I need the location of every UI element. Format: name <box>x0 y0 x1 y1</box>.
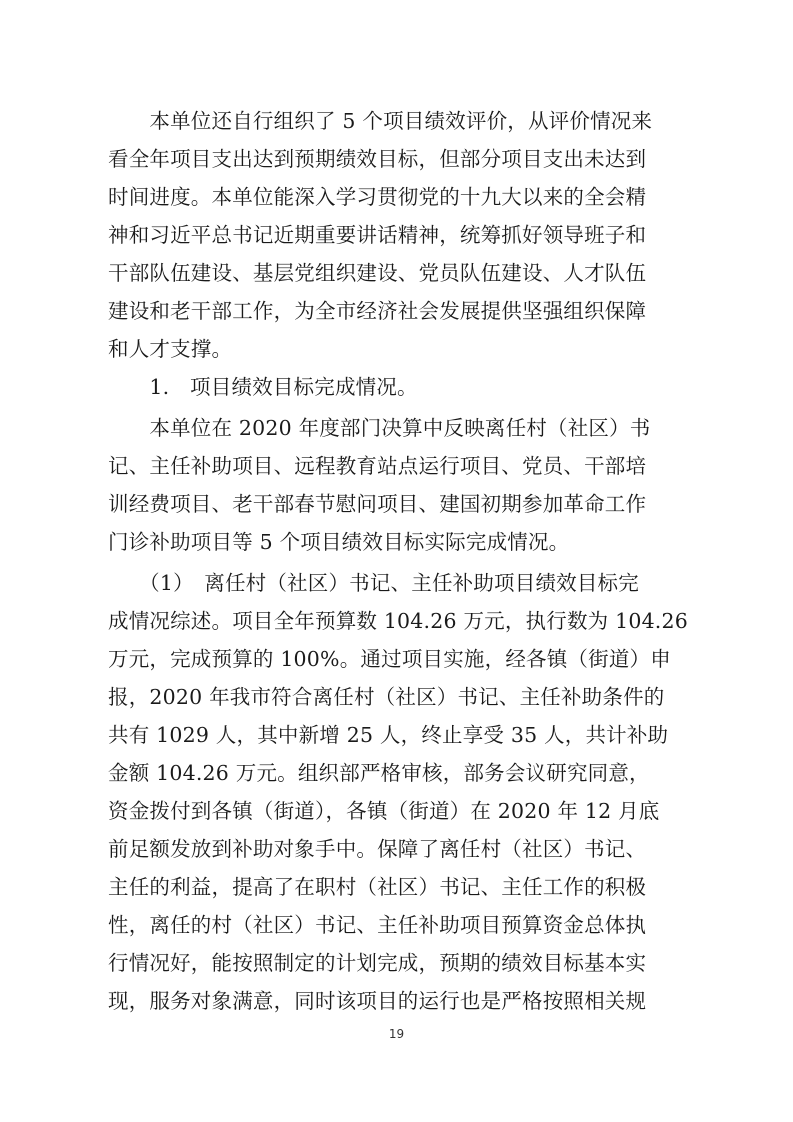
text-line: 本单位在 2020 年度部门决算中反映离任村（社区）书 <box>108 416 651 440</box>
text-line: 和人才支撑。 <box>108 337 233 361</box>
text-line: 神和习近平总书记近期重要讲话精神，统筹抓好领导班子和 <box>108 223 647 247</box>
text-line: 看全年项目支出达到预期绩效目标，但部分项目支出未达到 <box>108 147 647 171</box>
text-line: 本单位还自行组织了 5 个项目绩效评价，从评价情况来 <box>108 109 653 133</box>
text-line: 万元，完成预算的 100%。通过项目实施，经各镇（街道）申 <box>108 647 671 671</box>
text-line: 资金拨付到各镇（街道），各镇（街道）在 2020 年 12 月底 <box>108 799 660 823</box>
text-line: 前足额发放到补助对象手中。保障了离任村（社区）书记、 <box>108 837 647 861</box>
text-line: 记、主任补助项目、远程教育站点运行项目、党员、干部培 <box>108 454 647 478</box>
text-line: 成情况综述。项目全年预算数 104.26 万元，执行数为 104.26 <box>108 609 688 633</box>
text-line: 报，2020 年我市符合离任村（社区）书记、主任补助条件的 <box>108 685 665 709</box>
text-line: 现，服务对象满意，同时该项目的运行也是严格按照相关规 <box>108 989 647 1013</box>
text-line: 主任的利益，提高了在职村（社区）书记、主任工作的积极 <box>108 875 647 899</box>
page-number: 19 <box>388 1027 405 1041</box>
text-line: 时间进度。本单位能深入学习贯彻党的十九大以来的全会精 <box>108 185 647 209</box>
text-line: 训经费项目、老干部春节慰问项目、建国初期参加革命工作 <box>108 492 647 516</box>
text-line: 金额 104.26 万元。组织部严格审核，部务会议研究同意， <box>108 761 650 785</box>
subsection-heading: （1） 离任村（社区）书记、主任补助项目绩效目标完 <box>108 571 639 595</box>
section-heading: 1. 项目绩效目标完成情况。 <box>108 375 418 399</box>
text-line: 干部队伍建设、基层党组织建设、党员队伍建设、人才队伍 <box>108 261 647 285</box>
text-line: 建设和老干部工作，为全市经济社会发展提供坚强组织保障 <box>108 299 647 323</box>
text-line: 行情况好，能按照制定的计划完成，预期的绩效目标基本实 <box>108 951 647 975</box>
text-line: 性，离任的村（社区）书记、主任补助项目预算资金总体执 <box>108 913 647 937</box>
text-line: 门诊补助项目等 5 个项目绩效目标实际完成情况。 <box>108 530 570 554</box>
text-line: 共有 1029 人，其中新增 25 人，终止享受 35 人，共计补助 <box>108 723 669 747</box>
